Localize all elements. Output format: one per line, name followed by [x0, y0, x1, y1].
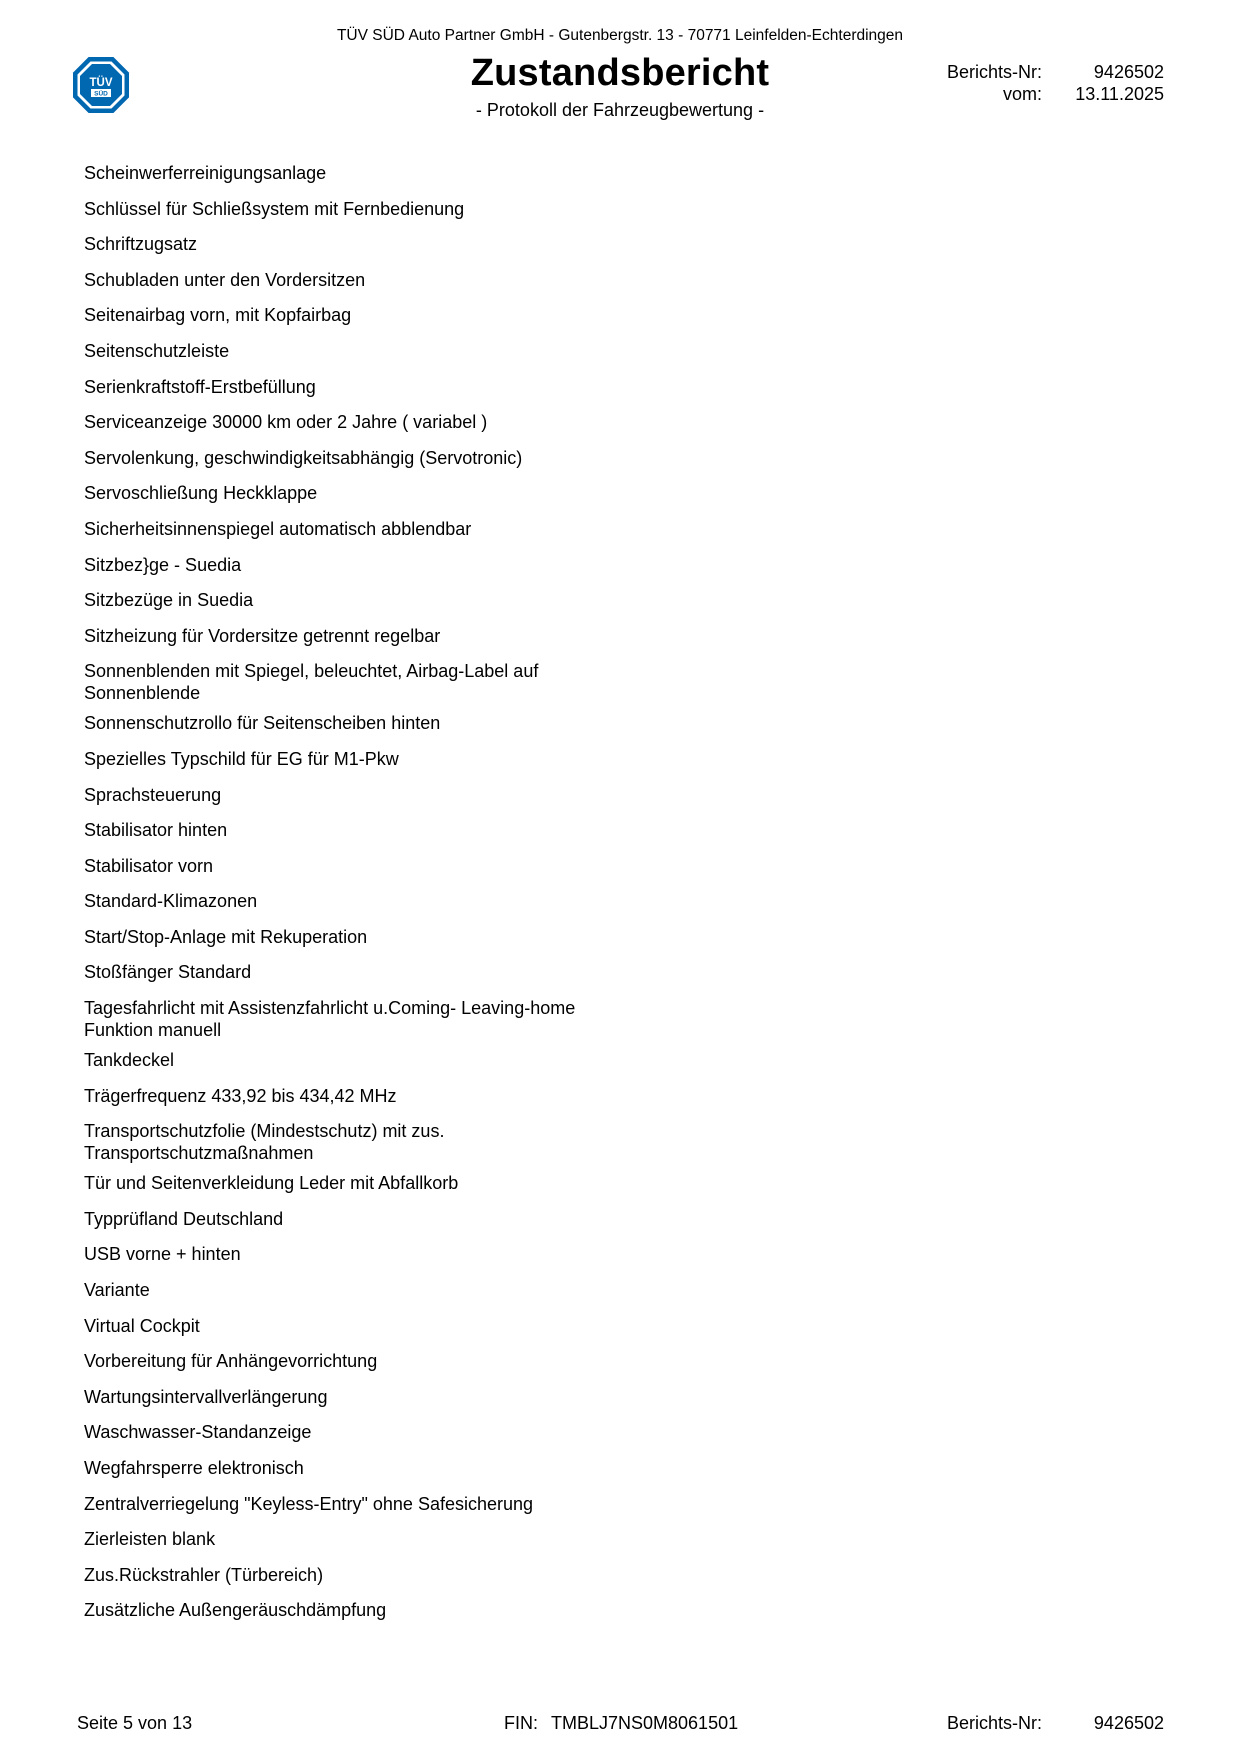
equipment-list — [84, 162, 684, 1635]
list-item: Standard-Klimazonen — [84, 891, 258, 912]
svg-text:SÜD: SÜD — [94, 90, 108, 98]
list-item: Seitenschutzleiste — [84, 340, 230, 361]
list-item: Stabilisator vorn — [84, 855, 214, 876]
fin-value: TMBLJ7NS0M8061501 — [551, 1713, 739, 1733]
list-item: Zentralverriegelung "Keyless-Entry" ohne Safesicherung — [84, 1493, 534, 1514]
list-item: Seitenairbag vorn, mit Kopfairbag — [84, 305, 352, 326]
svg-text:TÜV: TÜV — [89, 77, 113, 89]
list-item: Wartungsintervallverlängerung — [84, 1386, 328, 1407]
list-item: USB vorne + hinten — [84, 1244, 241, 1265]
list-item: Tür und Seitenverkleidung Leder mit Abfallkorb — [84, 1173, 459, 1194]
report-number-label: Berichts-Nr: — [946, 62, 1042, 82]
list-item: Transportschutzfolie (Mindestschutz) mit zus. Transportschutzmaßnahmen — [84, 1121, 445, 1164]
report-number: 9426502 — [1093, 62, 1164, 82]
list-item: Sitzbez}ge - Suedia — [84, 554, 242, 575]
list-item: Wegfahrsperre elektronisch — [84, 1458, 304, 1478]
list-item: Tankdeckel — [84, 1050, 175, 1071]
report-title: Zustandsbericht — [470, 52, 770, 94]
fin-label: FIN: — [504, 1713, 538, 1733]
list-item: Schriftzugsatz — [84, 234, 198, 255]
list-item: Serienkraftstoff-Erstbefüllung — [84, 376, 316, 397]
list-item: Sicherheitsinnenspiegel automatisch abblendbar — [84, 518, 472, 539]
list-item: Start/Stop-Anlage mit Rekuperation — [84, 926, 368, 947]
list-item: Trägerfrequenz 433,92 bis 434,42 MHz — [84, 1085, 397, 1106]
footer-report-number: 9426502 — [1093, 1713, 1164, 1733]
list-item: Servoschließung Heckklappe — [84, 483, 318, 504]
list-item: Tagesfahrlicht mit Assistenzfahrlicht u.Coming- Leaving-home Funktion manuell — [84, 998, 576, 1041]
report-subtitle: - Protokoll der Fahrzeugbewertung - — [475, 100, 765, 120]
list-item: Sitzbezüge in Suedia — [84, 590, 254, 611]
tuv-sud-logo-icon — [71, 55, 131, 115]
company-address-line: TÜV SÜD Auto Partner GmbH - Gutenbergstr. 13 - 70771 Leinfelden-Echterdingen — [336, 27, 904, 44]
list-item: Zierleisten blank — [84, 1529, 216, 1550]
list-item: Schubladen unter den Vordersitzen — [84, 269, 366, 290]
report-date-label: vom: — [1002, 84, 1042, 104]
list-item: Schlüssel für Schließsystem mit Fernbedienung — [84, 198, 465, 219]
list-item: Stoßfänger Standard — [84, 962, 252, 983]
list-item: Sonnenschutzrollo für Seitenscheiben hinten — [84, 713, 441, 734]
report-date: 13.11.2025 — [1075, 84, 1164, 104]
footer-report-number-label: Berichts-Nr: — [946, 1713, 1042, 1733]
list-item: Serviceanzeige 30000 km oder 2 Jahre ( variabel ) — [84, 412, 488, 433]
page-number: Seite 5 von 13 — [77, 1713, 193, 1733]
list-item: Zus.Rückstrahler (Türbereich) — [84, 1564, 324, 1585]
list-item: Scheinwerferreinigungsanlage — [84, 163, 327, 183]
list-item: Stabilisator hinten — [84, 820, 228, 841]
list-item: Waschwasser-Standanzeige — [84, 1422, 312, 1443]
list-item: Spezielles Typschild für EG für M1-Pkw — [84, 748, 399, 769]
list-item: Sonnenblenden mit Spiegel, beleuchtet, Airbag-Label auf Sonnenblende — [84, 661, 539, 704]
list-item: Vorbereitung für Anhängevorrichtung — [84, 1351, 378, 1372]
list-item: Sitzheizung für Vordersitze getrennt regelbar — [84, 625, 441, 646]
list-item: Zusätzliche Außengeräuschdämpfung — [84, 1600, 387, 1621]
list-item: Sprachsteuerung — [84, 784, 222, 805]
list-item: Variante — [84, 1280, 150, 1301]
list-item: Typprüfland Deutschland — [84, 1208, 284, 1229]
list-item: Servolenkung, geschwindigkeitsabhängig (Servotronic) — [84, 447, 523, 468]
list-item: Virtual Cockpit — [84, 1315, 200, 1336]
